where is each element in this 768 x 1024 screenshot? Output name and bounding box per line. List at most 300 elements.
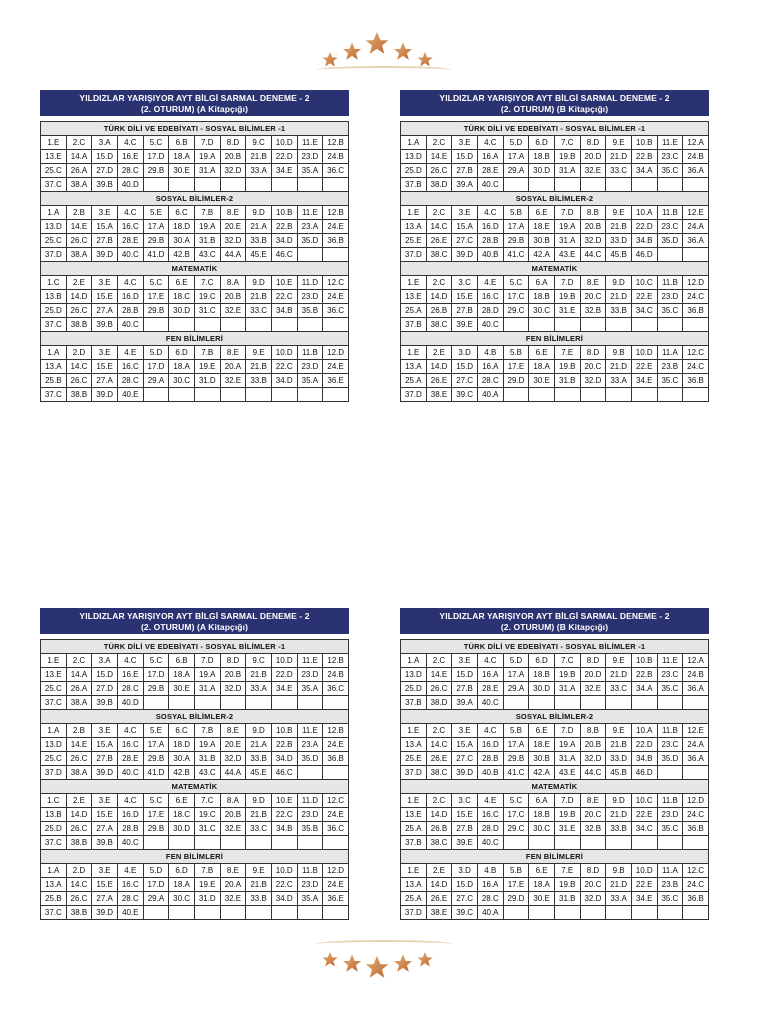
answer-cell: 25.C [41, 234, 67, 248]
empty-cell [631, 318, 657, 332]
answer-cell: 28.E [477, 682, 503, 696]
answer-cell: 25.B [41, 892, 67, 906]
answer-cell: 1.A [41, 864, 67, 878]
answer-cell: 4.C [477, 724, 503, 738]
answer-cell: 20.B [580, 738, 606, 752]
answer-cell: 39.E [452, 836, 478, 850]
answer-cell: 7.D [554, 724, 580, 738]
answer-cell: 33.B [606, 304, 632, 318]
answer-cell: 12.E [683, 206, 709, 220]
answer-cell: 7.B [194, 864, 220, 878]
answer-cell: 4.C [477, 136, 503, 150]
answer-cell: 39.C [452, 388, 478, 402]
answer-cell: 21.D [606, 668, 632, 682]
answer-cell: 35.A [297, 374, 323, 388]
answer-cell: 1.E [401, 794, 427, 808]
answer-cell: 29.D [503, 374, 529, 388]
answer-table [400, 639, 709, 920]
answer-cell: 24.E [323, 878, 349, 892]
answer-cell: 17.A [143, 738, 169, 752]
answer-cell: 29.B [503, 234, 529, 248]
answer-cell: 36.B [323, 234, 349, 248]
answer-cell: 6.D [529, 654, 555, 668]
answer-cell: 30.C [169, 892, 195, 906]
card-subtitle: (2. OTURUM) (A Kitapçığı) [140, 104, 248, 114]
answer-cell: 19.A [194, 150, 220, 164]
answer-cell: 44.C [580, 248, 606, 262]
answer-cell: 21.B [246, 150, 272, 164]
empty-cell [580, 178, 606, 192]
answer-cell: 12.C [683, 346, 709, 360]
empty-cell [246, 696, 272, 710]
empty-cell [580, 836, 606, 850]
answer-cell: 1.A [41, 206, 67, 220]
empty-cell [297, 178, 323, 192]
answer-row [41, 878, 349, 892]
empty-cell [246, 388, 272, 402]
answer-cell: 8.D [580, 346, 606, 360]
answer-cell: 28.E [477, 164, 503, 178]
answer-cell: 21.B [246, 808, 272, 822]
answer-cell: 8.E [220, 346, 246, 360]
section-title: TÜRK DİLİ VE EDEBİYATI - SOSYAL BİLİMLER -1 [41, 640, 349, 654]
answer-cell: 16.C [477, 290, 503, 304]
answer-cell: 19.C [194, 290, 220, 304]
answer-cell: 45.E [246, 766, 272, 780]
answer-row [401, 234, 709, 248]
answer-cell: 30.D [169, 822, 195, 836]
answer-cell: 24.E [323, 220, 349, 234]
answer-cell: 2.E [426, 864, 452, 878]
answer-cell: 30.B [529, 752, 555, 766]
answer-cell: 29.B [143, 752, 169, 766]
answer-cell: 43.E [554, 248, 580, 262]
answer-row [41, 864, 349, 878]
section-header-row [41, 850, 349, 864]
answer-cell: 46.C [271, 766, 297, 780]
answer-cell: 32.B [580, 304, 606, 318]
empty-cell [503, 388, 529, 402]
empty-cell [143, 178, 169, 192]
answer-row [401, 150, 709, 164]
answer-row [41, 836, 349, 850]
answer-cell: 34.D [271, 234, 297, 248]
answer-cell: 15.A [92, 738, 118, 752]
answer-cell: 21.B [246, 878, 272, 892]
answer-cell: 28.C [477, 892, 503, 906]
answer-cell: 28.E [117, 234, 143, 248]
answer-row [401, 696, 709, 710]
card-header [400, 608, 709, 634]
answer-cell: 40.B [477, 766, 503, 780]
answer-cell: 7.B [194, 206, 220, 220]
answer-cell: 28.B [117, 304, 143, 318]
answer-cell: 9.E [246, 346, 272, 360]
answer-cell: 4.B [477, 346, 503, 360]
answer-cell: 37.D [41, 248, 67, 262]
answer-cell: 4.C [117, 724, 143, 738]
answer-cell: 8.B [580, 724, 606, 738]
answer-cell: 29.A [503, 682, 529, 696]
answer-cell: 22.D [271, 150, 297, 164]
answer-cell: 12.E [683, 724, 709, 738]
answer-cell: 13.B [41, 808, 67, 822]
answer-cell: 5.B [503, 724, 529, 738]
answer-cell: 9.E [606, 206, 632, 220]
empty-cell [194, 318, 220, 332]
answer-cell: 24.E [323, 290, 349, 304]
answer-cell: 2.C [66, 654, 92, 668]
answer-cell: 39.B [92, 836, 118, 850]
section-title: MATEMATİK [41, 780, 349, 794]
answer-cell: 17.E [143, 808, 169, 822]
answer-cell: 15.A [452, 738, 478, 752]
empty-cell [143, 318, 169, 332]
answer-cell: 24.A [683, 738, 709, 752]
answer-cell: 27.C [452, 752, 478, 766]
empty-cell [606, 178, 632, 192]
empty-cell [529, 906, 555, 920]
answer-cell: 34.D [271, 752, 297, 766]
answer-cell: 18.A [169, 668, 195, 682]
answer-cell: 3.E [452, 724, 478, 738]
answer-cell: 22.B [271, 738, 297, 752]
answer-cell: 6.E [169, 276, 195, 290]
answer-cell: 32.D [220, 164, 246, 178]
answer-row [41, 346, 349, 360]
answer-row [41, 360, 349, 374]
answer-cell: 4.C [117, 276, 143, 290]
answer-cell: 25.D [401, 682, 427, 696]
answer-cell: 11.A [657, 864, 683, 878]
answer-cell: 35.C [657, 822, 683, 836]
answer-cell: 4.E [117, 346, 143, 360]
answer-cell: 25.D [401, 164, 427, 178]
empty-cell [554, 696, 580, 710]
answer-cell: 35.B [297, 304, 323, 318]
answer-cell: 40.A [477, 388, 503, 402]
empty-cell [323, 766, 349, 780]
empty-cell [271, 906, 297, 920]
answer-cell: 6.B [169, 136, 195, 150]
empty-cell [297, 766, 323, 780]
answer-cell: 9.B [606, 346, 632, 360]
answer-row [41, 136, 349, 150]
answer-cell: 13.E [41, 668, 67, 682]
answer-cell: 9.D [246, 206, 272, 220]
stars-ornament-top [314, 28, 454, 72]
empty-cell [143, 836, 169, 850]
answer-cell: 6.C [169, 206, 195, 220]
answer-cell: 22.E [631, 290, 657, 304]
answer-cell: 6.D [169, 346, 195, 360]
answer-cell: 4.C [477, 206, 503, 220]
answer-cell: 13.A [41, 360, 67, 374]
answer-cell: 15.E [92, 360, 118, 374]
answer-cell: 38.B [66, 836, 92, 850]
answer-cell: 17.A [143, 220, 169, 234]
answer-row [401, 752, 709, 766]
answer-cell: 5.B [503, 346, 529, 360]
empty-cell [657, 766, 683, 780]
answer-cell: 39.B [92, 178, 118, 192]
answer-cell: 11.E [657, 136, 683, 150]
answer-row [401, 360, 709, 374]
empty-cell [323, 388, 349, 402]
answer-cell: 30.A [169, 234, 195, 248]
answer-cell: 28.E [117, 752, 143, 766]
answer-cell: 27.B [452, 682, 478, 696]
empty-cell [606, 836, 632, 850]
answer-cell: 16.A [477, 360, 503, 374]
answer-cell: 6.B [169, 654, 195, 668]
answer-row [401, 346, 709, 360]
empty-cell [683, 766, 709, 780]
answer-cell: 16.C [477, 808, 503, 822]
empty-cell [143, 388, 169, 402]
answer-row [41, 752, 349, 766]
answer-row [401, 290, 709, 304]
answer-cell: 27.C [452, 374, 478, 388]
answer-cell: 17.D [143, 150, 169, 164]
answer-cell: 46.D [631, 248, 657, 262]
answer-cell: 17.E [503, 360, 529, 374]
empty-cell [529, 318, 555, 332]
empty-cell [323, 836, 349, 850]
empty-cell [297, 318, 323, 332]
answer-cell: 38.B [66, 388, 92, 402]
answer-cell: 27.B [452, 304, 478, 318]
empty-cell [657, 906, 683, 920]
answer-row [41, 374, 349, 388]
answer-cell: 11.D [297, 276, 323, 290]
answer-cell: 7.E [554, 346, 580, 360]
answer-cell: 31.A [554, 164, 580, 178]
answer-cell: 9.E [246, 864, 272, 878]
empty-cell [606, 388, 632, 402]
answer-cell: 2.E [426, 346, 452, 360]
answer-cell: 30.C [529, 304, 555, 318]
answer-cell: 40.E [117, 906, 143, 920]
card-header [40, 608, 349, 634]
answer-cell: 23.C [657, 220, 683, 234]
answer-cell: 24.C [683, 360, 709, 374]
empty-cell [297, 696, 323, 710]
answer-cell: 32.E [580, 682, 606, 696]
answer-cell: 13.E [41, 150, 67, 164]
answer-cell: 10.D [631, 346, 657, 360]
answer-cell: 45.E [246, 248, 272, 262]
answer-cell: 33.A [246, 164, 272, 178]
answer-cell: 11.E [297, 206, 323, 220]
answer-cell: 9.C [246, 136, 272, 150]
section-header-row [401, 262, 709, 276]
answer-cell: 14.A [66, 668, 92, 682]
card-header [400, 90, 709, 116]
answer-cell: 13.A [401, 360, 427, 374]
answer-cell: 8.E [580, 276, 606, 290]
answer-row [401, 164, 709, 178]
answer-cell: 20.E [220, 220, 246, 234]
answer-row [401, 178, 709, 192]
answer-cell: 7.D [554, 206, 580, 220]
answer-row [401, 276, 709, 290]
answer-row [401, 738, 709, 752]
answer-cell: 36.C [323, 682, 349, 696]
answer-cell: 13.A [401, 878, 427, 892]
answer-cell: 36.A [683, 234, 709, 248]
answer-cell: 34.B [631, 752, 657, 766]
answer-cell: 13.D [41, 220, 67, 234]
answer-cell: 1.E [401, 206, 427, 220]
answer-cell: 4.E [477, 276, 503, 290]
empty-cell [220, 178, 246, 192]
answer-cell: 21.D [606, 878, 632, 892]
answer-cell: 3.E [92, 724, 118, 738]
answer-cell: 38.B [66, 906, 92, 920]
answer-cell: 14.A [66, 150, 92, 164]
answer-cell: 39.B [92, 318, 118, 332]
section-header-row [41, 710, 349, 724]
answer-cell: 38.E [426, 388, 452, 402]
answer-key-card-a [40, 90, 349, 402]
answer-cell: 7.D [554, 794, 580, 808]
answer-cell: 40.D [117, 178, 143, 192]
answer-cell: 31.D [194, 374, 220, 388]
answer-cell: 32.D [220, 752, 246, 766]
answer-cell: 18.A [169, 360, 195, 374]
answer-cell: 34.E [271, 682, 297, 696]
answer-cell: 32.D [220, 682, 246, 696]
answer-cell: 25.E [401, 752, 427, 766]
answer-row [41, 822, 349, 836]
answer-cell: 1.E [41, 654, 67, 668]
answer-cell: 4.C [477, 654, 503, 668]
answer-cell: 5.B [503, 206, 529, 220]
answer-cell: 4.E [117, 864, 143, 878]
empty-cell [606, 318, 632, 332]
empty-cell [297, 388, 323, 402]
answer-cell: 18.A [169, 150, 195, 164]
answer-cell: 2.C [426, 136, 452, 150]
answer-cell: 12.A [683, 654, 709, 668]
empty-cell [683, 906, 709, 920]
answer-cell: 14.C [66, 360, 92, 374]
answer-cell: 16.A [477, 150, 503, 164]
answer-cell: 30.D [529, 164, 555, 178]
answer-cell: 19.A [194, 738, 220, 752]
answer-cell: 46.C [271, 248, 297, 262]
empty-cell [657, 836, 683, 850]
answer-cell: 32.D [580, 752, 606, 766]
answer-table [400, 121, 709, 402]
card-subtitle: (2. OTURUM) (B Kitapçığı) [500, 622, 609, 632]
answer-cell: 30.A [169, 752, 195, 766]
answer-cell: 32.E [220, 374, 246, 388]
answer-cell: 40.A [477, 906, 503, 920]
answer-cell: 3.C [452, 276, 478, 290]
answer-cell: 8.E [220, 864, 246, 878]
answer-cell: 19.E [194, 878, 220, 892]
answer-row [41, 738, 349, 752]
section-title: TÜRK DİLİ VE EDEBİYATI - SOSYAL BİLİMLER -1 [401, 122, 709, 136]
answer-cell: 26.A [66, 682, 92, 696]
answer-cell: 4.C [117, 794, 143, 808]
answer-cell: 17.A [503, 738, 529, 752]
answer-cell: 21.D [606, 808, 632, 822]
answer-cell: 33.D [606, 234, 632, 248]
answer-cell: 38.A [66, 248, 92, 262]
answer-cell: 32.D [580, 374, 606, 388]
answer-cell: 16.D [117, 808, 143, 822]
answer-cell: 5.D [143, 346, 169, 360]
answer-cell: 14.C [426, 220, 452, 234]
empty-cell [297, 836, 323, 850]
answer-cell: 42.B [169, 766, 195, 780]
empty-cell [503, 318, 529, 332]
answer-cell: 23.C [657, 150, 683, 164]
answer-cell: 1.C [41, 794, 67, 808]
answer-cell: 29.B [143, 164, 169, 178]
answer-cell: 37.D [41, 766, 67, 780]
empty-cell [323, 318, 349, 332]
answer-cell: 35.D [297, 752, 323, 766]
answer-row [41, 766, 349, 780]
stars-ornament-bottom [314, 938, 454, 982]
section-header-row [401, 710, 709, 724]
answer-cell: 12.C [323, 794, 349, 808]
empty-cell [169, 318, 195, 332]
answer-cell: 33.C [246, 822, 272, 836]
answer-cell: 8.D [220, 136, 246, 150]
answer-cell: 35.A [297, 682, 323, 696]
empty-cell [220, 906, 246, 920]
answer-row [401, 136, 709, 150]
empty-cell [683, 178, 709, 192]
answer-cell: 14.D [426, 808, 452, 822]
empty-cell [246, 836, 272, 850]
answer-cell: 8.A [220, 794, 246, 808]
answer-cell: 35.C [657, 164, 683, 178]
answer-cell: 23.D [657, 808, 683, 822]
answer-cell: 2.B [66, 724, 92, 738]
answer-cell: 7.D [194, 136, 220, 150]
answer-cell: 12.B [323, 654, 349, 668]
answer-cell: 1.A [41, 346, 67, 360]
answer-row [401, 206, 709, 220]
empty-cell [580, 906, 606, 920]
answer-cell: 25.A [401, 822, 427, 836]
answer-cell: 32.E [220, 822, 246, 836]
answer-cell: 8.A [220, 276, 246, 290]
empty-cell [169, 388, 195, 402]
section-header-row [41, 192, 349, 206]
card-title: YILDIZLAR YARIŞIYOR AYT BİLGİ SARMAL DENEME - 2 [439, 611, 670, 621]
answer-cell: 36.B [323, 752, 349, 766]
answer-cell: 31.A [554, 234, 580, 248]
answer-cell: 23.A [297, 738, 323, 752]
answer-cell: 30.E [529, 892, 555, 906]
answer-cell: 39.E [452, 318, 478, 332]
empty-cell [297, 248, 323, 262]
empty-cell [683, 836, 709, 850]
answer-cell: 27.D [92, 682, 118, 696]
answer-cell: 26.C [66, 304, 92, 318]
answer-cell: 14.C [66, 878, 92, 892]
answer-cell: 6.E [529, 724, 555, 738]
answer-cell: 37.C [41, 178, 67, 192]
answer-cell: 19.B [554, 150, 580, 164]
